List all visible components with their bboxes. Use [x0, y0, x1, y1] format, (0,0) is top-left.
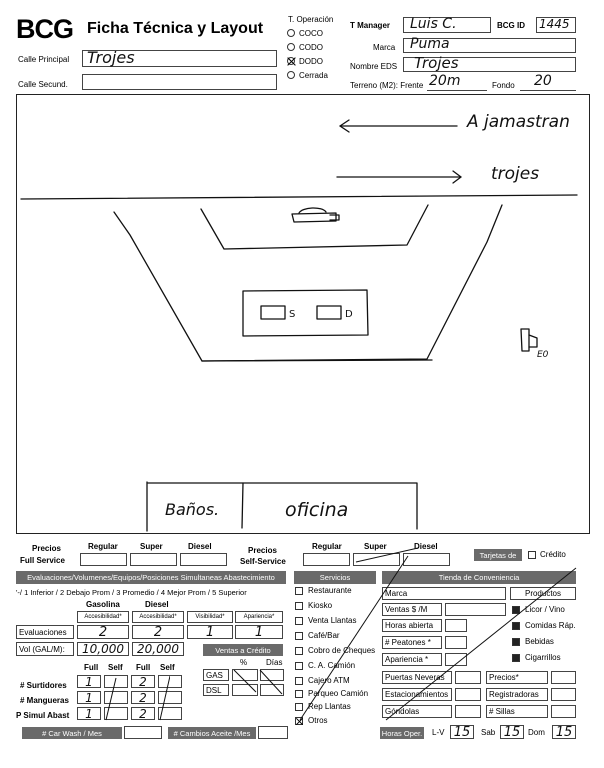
nombre-eds-field[interactable] [403, 54, 576, 72]
tienda-peatones-field[interactable] [445, 636, 467, 649]
op-codo-label: CODO [299, 43, 323, 52]
radio-dodo[interactable] [287, 57, 295, 65]
precios-full-label: Precios [32, 544, 61, 553]
nombre-eds-value: Trojes [414, 54, 459, 72]
servicio-otros-label: Otros [308, 716, 328, 725]
tienda-apariencia-label: Apariencia * [382, 653, 442, 666]
tienda-horas-label: Horas abierta [382, 619, 442, 632]
servicio-kiosko-checkbox[interactable] [295, 602, 303, 610]
servicio-parqueo-camion-label: Parqueo Camión [308, 689, 369, 698]
tienda-ventas-field[interactable] [445, 603, 506, 616]
marca-field[interactable] [403, 38, 576, 53]
tienda-horas-field[interactable] [445, 619, 467, 632]
marca-value: Puma [410, 36, 450, 52]
sub-header-acc-diesel: Accesibilidad* [132, 611, 184, 623]
sub-header-acc-gas: Accesibilidad* [77, 611, 129, 623]
gasolina-label: Gasolina [86, 600, 120, 609]
tienda-ventas-label: Ventas $ /M [382, 603, 442, 616]
calle-secund-field[interactable] [82, 74, 277, 90]
ventas-credito-header: Ventas a Crédito [203, 644, 283, 656]
pct-label: % [240, 658, 248, 667]
sub-header-apariencia: Apariencia* [235, 611, 283, 623]
servicio-rep-llantas-label: Rep Llantas [308, 702, 351, 711]
tienda-puertas-label: Puertas Neveras [382, 671, 452, 684]
car-wash-field[interactable] [124, 726, 162, 739]
precio-full-super[interactable] [130, 553, 177, 566]
mangueras-full-diesel[interactable]: 2 [131, 691, 155, 704]
precio-self-diesel[interactable] [403, 553, 450, 566]
sketch-right-note: E0 [537, 350, 549, 360]
servicio-cobro-cheques-label: Cobro de Cheques [308, 646, 376, 655]
t-manager-field[interactable] [403, 17, 491, 33]
self-label-diesel: Self [160, 663, 175, 672]
evaluaciones-label: Evaluaciones [16, 625, 74, 639]
precios-self-col-diesel: Diesel [414, 542, 438, 551]
servicio-cafe-bar-checkbox[interactable] [295, 632, 303, 640]
precios-self-col-regular: Regular [312, 542, 342, 551]
t-manager-label: T Manager [350, 21, 391, 30]
self-service-label: Self-Service [240, 557, 286, 566]
full-label-diesel: Full [136, 663, 151, 672]
producto-bebidas-label: Bebidas [525, 637, 554, 646]
precios-col-diesel: Diesel [188, 542, 212, 551]
op-cerrada-label: Cerrada [299, 71, 328, 80]
eval-apariencia[interactable]: 1 [235, 625, 283, 639]
precios-col-regular: Regular [88, 542, 118, 551]
tienda-precios-label: Precios* [486, 671, 548, 684]
evaluation-scale: '-/ 1 Inferior / 2 Debajo Prom / 3 Promedio / 4 Mejor Prom / 5 Superior [16, 588, 247, 597]
sketch-street-top: A jamastran [467, 112, 570, 132]
ventas-credito-strikes [200, 654, 290, 714]
surtidores-label: # Surtidores [20, 681, 67, 690]
bcg-logo: BCG [16, 14, 73, 44]
servicio-cajero-atm-checkbox[interactable] [295, 677, 303, 685]
tienda-estacionamientos-field[interactable] [455, 688, 481, 701]
servicio-ca-camion-checkbox[interactable] [295, 662, 303, 670]
dom-field[interactable]: 15 [552, 725, 576, 739]
self-label-gas: Self [108, 663, 123, 672]
simul-full-diesel[interactable]: 2 [131, 707, 155, 720]
servicio-parqueo-camion-checkbox[interactable] [295, 690, 303, 698]
sketch-street-bottom: trojes [491, 164, 540, 184]
servicio-otros-checkbox[interactable] [295, 717, 303, 725]
servicio-rep-llantas-checkbox[interactable] [295, 703, 303, 711]
tienda-sillas-label: # Sillas [486, 705, 548, 718]
vol-gasolina[interactable]: 10,000 [77, 642, 129, 656]
bcg-id-field[interactable] [536, 17, 576, 33]
precio-self-regular[interactable] [303, 553, 350, 566]
cambios-aceite-label: # Cambios Aceite /Mes [168, 727, 256, 739]
simul-label: P Simul Abast [16, 711, 70, 720]
tienda-gondolas-label: Góndolas [382, 705, 452, 718]
mangueras-full-gas[interactable]: 1 [77, 691, 101, 704]
operacion-title: T. Operación [288, 15, 334, 24]
tienda-productos-label: Productos [510, 587, 576, 600]
precios-self-label: Precios [248, 546, 277, 555]
marca-label: Marca [373, 43, 396, 52]
fondo-label: Fondo [492, 81, 515, 90]
servicio-cobro-cheques-checkbox[interactable] [295, 647, 303, 655]
calle-principal-value: Trojes [87, 48, 135, 67]
lv-field[interactable]: 15 [450, 725, 474, 739]
car-wash-label: # Car Wash / Mes [22, 727, 122, 739]
mangueras-label: # Mangueras [20, 696, 69, 705]
precio-full-diesel[interactable] [180, 553, 227, 566]
eval-acc-gas[interactable]: 2 [77, 625, 129, 639]
bcg-id-label: BCG ID [497, 21, 525, 30]
calle-principal-label: Calle Principal [18, 55, 70, 64]
t-manager-value: Luis C. [410, 16, 457, 32]
servicio-restaurante-label: Restaurante [308, 586, 352, 595]
credito-checkbox[interactable] [528, 551, 536, 559]
servicio-cafe-bar-label: Café/Bar [308, 631, 340, 640]
servicios-header: Servicios [294, 571, 376, 584]
servicio-venta-llantas-label: Venta Llantas [308, 616, 357, 625]
tienda-registradoras-field[interactable] [551, 688, 576, 701]
op-coco-label: COCO [299, 29, 323, 38]
precios-self-col-super: Super [364, 542, 387, 551]
tienda-puertas-field[interactable] [455, 671, 481, 684]
vol-diesel[interactable]: 20,000 [132, 642, 184, 656]
layout-sketch [17, 95, 591, 535]
sab-label: Sab [481, 728, 496, 737]
eval-visibilidad[interactable]: 1 [187, 625, 233, 639]
producto-bebidas-checkbox[interactable] [512, 638, 520, 646]
sketch-island-d: D [345, 309, 353, 320]
servicio-cajero-atm-label: Cajero ATM [308, 676, 350, 685]
self-column-strikes [100, 672, 170, 732]
sketch-baths-label: Baños. [165, 500, 220, 519]
credito-label: Crédito [540, 550, 566, 559]
gas-label: GAS [203, 669, 229, 681]
fondo-value: 20 [534, 73, 552, 89]
full-label-gas: Full [84, 663, 99, 672]
dsl-label: DSL [203, 684, 229, 696]
servicio-restaurante-checkbox[interactable] [295, 587, 303, 595]
calle-principal-field[interactable] [82, 50, 277, 67]
diesel-label: Diesel [145, 600, 169, 609]
tienda-sillas-field[interactable] [551, 705, 576, 718]
vol-label: Vol (GAL/M): [16, 642, 74, 656]
radio-coco[interactable] [287, 29, 295, 37]
producto-comidas-checkbox[interactable] [512, 622, 520, 630]
horas-oper-label: Horas Oper. [381, 728, 423, 738]
terreno-frente-field[interactable] [427, 73, 487, 91]
eval-acc-diesel[interactable]: 2 [132, 625, 184, 639]
tienda-marca-label: Marca [382, 587, 506, 600]
tienda-header: Tienda de Conveniencia [382, 571, 576, 584]
fondo-field[interactable] [520, 73, 576, 91]
simul-full-gas[interactable]: 1 [77, 707, 101, 720]
tienda-registradoras-label: Registradoras [486, 688, 548, 701]
radio-codo[interactable] [287, 43, 295, 51]
full-service-label: Full Service [20, 556, 65, 565]
tienda-gondolas-field[interactable] [455, 705, 481, 718]
precio-self-super[interactable] [353, 553, 400, 566]
tienda-apariencia-field[interactable] [445, 653, 467, 666]
precio-full-regular[interactable] [80, 553, 127, 566]
layout-sketch-area[interactable] [16, 94, 590, 534]
servicio-ca-camion-label: C. A. Camión [308, 661, 356, 670]
nombre-eds-label: Nombre EDS [350, 62, 398, 71]
surtidores-full-gas[interactable]: 1 [77, 675, 101, 688]
tarjetas-header: Tarjetas de [474, 549, 522, 561]
terreno-frente-value: 20m [429, 73, 461, 89]
bcg-id-value: 1445 [539, 17, 570, 31]
surtidores-full-diesel[interactable]: 2 [131, 675, 155, 688]
tienda-peatones-label: # Peatones * [382, 636, 442, 649]
dias-label: Días [266, 658, 283, 667]
producto-licor-checkbox[interactable] [512, 606, 520, 614]
sketch-office-label: oficina [285, 499, 349, 521]
sketch-island-s: S [289, 309, 296, 320]
tienda-precios-field[interactable] [551, 671, 576, 684]
calle-secund-label: Calle Secund. [18, 80, 68, 89]
servicio-venta-llantas-checkbox[interactable] [295, 617, 303, 625]
form-title: Ficha Técnica y Layout [87, 20, 264, 37]
dom-label: Dom [528, 728, 545, 737]
cambios-aceite-field[interactable] [258, 726, 288, 739]
producto-cigarrillos-checkbox[interactable] [512, 654, 520, 662]
terreno-label: Terreno (M2): Frente [350, 81, 424, 90]
producto-comidas-label: Comidas Ráp. [525, 621, 576, 630]
op-dodo-label: DODO [299, 57, 323, 66]
sub-header-visibilidad: Visibilidad* [187, 611, 233, 623]
radio-cerrada[interactable] [287, 71, 295, 79]
servicio-kiosko-label: Kiosko [308, 601, 333, 610]
producto-licor-label: Licor / Vino [525, 605, 565, 614]
sab-field[interactable]: 15 [500, 725, 524, 739]
tienda-estacionamientos-label: Estacionamientos [382, 688, 452, 701]
producto-cigarrillos-label: Cigarrillos [525, 653, 561, 662]
precios-col-super: Super [140, 542, 163, 551]
lv-label: L-V [432, 728, 445, 737]
evaluaciones-header: Evaluaciones/Volumenes/Equipos/Posiciones Simultaneas Abastecimiento [16, 571, 286, 584]
